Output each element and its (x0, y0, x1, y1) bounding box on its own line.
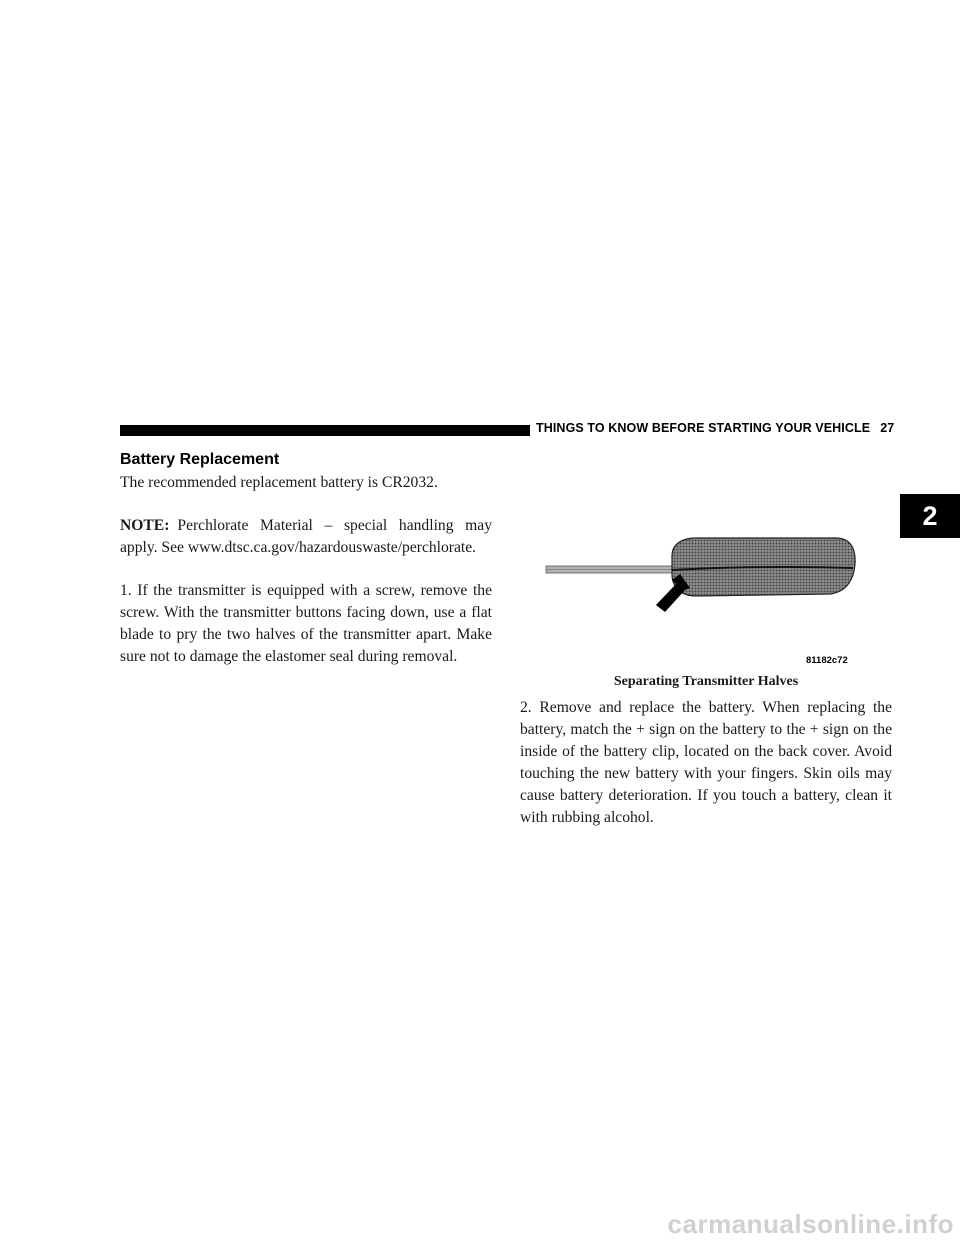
recommended-battery-text: The recommended replacement battery is CR2032. (120, 474, 438, 491)
header-rule-tail (524, 425, 530, 436)
step-1-paragraph: 1. If the transmitter is equipped with a screw, remove the screw. With the transmitter buttons facing down, use a flat blade to pry the two halves of the transmitter apart. Make sure not to damage the elastomer seal during removal. (120, 582, 492, 665)
figure-code: 81182c72 (806, 655, 848, 666)
note-paragraph (120, 515, 492, 559)
watermark: carmanualsonline.info (667, 1209, 954, 1239)
section-heading: Battery Replacement (120, 451, 280, 468)
running-header (536, 421, 894, 435)
page-number: 27 (880, 421, 895, 435)
transmitter-illustration (544, 530, 860, 620)
header-rule (120, 425, 524, 436)
header-title: THINGS TO KNOW BEFORE STARTING YOUR VEHICLE (536, 421, 871, 435)
step-2-paragraph: 2. Remove and replace the battery. When replacing the battery, match the + sign on the battery to the + sign on the inside of the battery clip, located on the back cover. Avoid touching the new battery with your fingers. Skin oils may cause battery deterioration. If you touch a battery, clean it with rubbing alcohol. (520, 699, 892, 826)
chapter-tab: 2 (900, 494, 960, 538)
note-text: Perchlorate Material – special handling may apply. See www.dtsc.ca.gov/hazardouswaste/perchlorate. (120, 517, 492, 556)
note-label: NOTE: (120, 517, 170, 534)
figure-caption: Separating Transmitter Halves (613, 674, 799, 689)
